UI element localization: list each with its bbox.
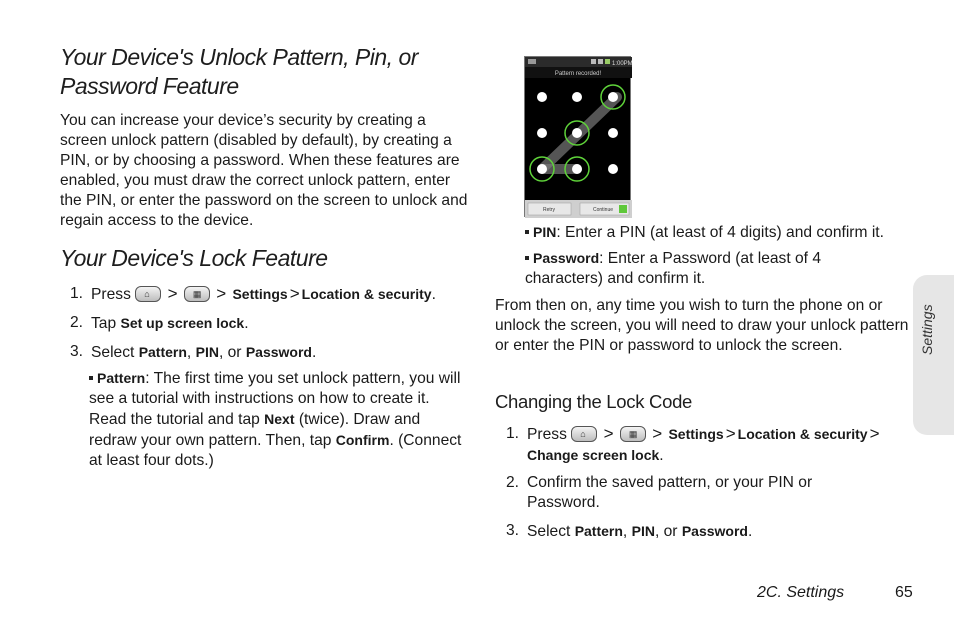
location-security-label: Location & security [737, 426, 868, 442]
home-key-icon: ⌂ [571, 426, 597, 442]
retry-label: Retry [543, 207, 555, 213]
change-screen-lock-label: Change screen lock [527, 447, 660, 463]
step-2-number: 2. [70, 314, 84, 331]
changing-lock-code-heading: Changing the Lock Code [495, 391, 693, 412]
pin-option: PIN [631, 523, 655, 539]
footer-section: 2C. Settings [757, 584, 845, 601]
location-security-label: Location & security [301, 286, 432, 302]
bullet-square [525, 230, 529, 234]
pattern-bullet: Pattern: The first time you set unlock pattern, you will see a tutorial with instructions on how to create it. Read the tutorial and tap Next (twice). Draw and redraw your own pattern. Then, tap Confirm. (Connect at least four dots.) [89, 370, 462, 469]
continue-label: Continue [592, 207, 614, 213]
pin-bullet: PIN: Enter a PIN (at least of 4 digits) and confirm it. [525, 222, 915, 243]
page-heading-lock: Your Device's Lock Feature [60, 245, 328, 271]
r-step-1-text: Press ⌂ > ▦ > Settings > Location & security > Change screen lock. [527, 424, 880, 464]
pattern-title: Pattern recorded! [554, 71, 602, 77]
password-option: Password [681, 523, 748, 539]
arrow-separator: > [869, 424, 880, 443]
bullet-square [525, 256, 529, 260]
arrow-separator: > [725, 424, 736, 443]
from-then-paragraph: From then on, any time you wish to turn the phone on or unlock the screen, you will need to draw your unlock pattern or enter the PIN or password to unlock the screen. [495, 297, 909, 354]
continue-arrow-icon [619, 205, 627, 213]
footer-page-number: 65 [895, 584, 913, 601]
pattern-screen-svg [525, 57, 632, 218]
page-heading-unlock: Your Device's Unlock Pattern, Pin, or Password Feature [60, 44, 418, 99]
bullet-square [89, 376, 93, 380]
section-side-tab [913, 275, 954, 435]
pin-option: PIN [195, 344, 219, 360]
arrow-separator: > [216, 284, 227, 303]
arrow-separator: > [603, 424, 614, 443]
password-option: Password [245, 344, 312, 360]
home-key-icon: ⌂ [135, 286, 161, 302]
settings-label: Settings [232, 286, 288, 302]
press-label: Press [91, 286, 131, 303]
step-2-text: Tap Set up screen lock. [91, 315, 249, 332]
intro-paragraph: You can increase your device’s security by creating a screen unlock pattern (disabled by default), by creating a PIN, or by choosing a password. When these features are enabled, you must draw the correct unlock pattern, enter the PIN, or enter the password on the screen to unlock and regain access to the device. [60, 112, 468, 229]
step-1-number: 1. [70, 285, 84, 302]
status-time: 1:00PM [612, 61, 632, 67]
set-up-screen-lock-label: Set up screen lock [120, 315, 245, 331]
step-3-text: Select Pattern, PIN, or Password. [91, 344, 317, 361]
r-step-3-text: Select Pattern, PIN, or Password. [527, 523, 753, 540]
r-step-1-number: 1. [506, 425, 520, 442]
r-step-3-number: 3. [506, 522, 520, 539]
menu-key-icon: ▦ [184, 286, 210, 302]
r-step-2-text: Confirm the saved pattern, or your PIN or Password. [527, 474, 813, 511]
password-bullet: Password: Enter a Password (at least of 4 characters) and confirm it. [525, 250, 822, 287]
r-step-2-number: 2. [506, 474, 520, 491]
menu-key-icon: ▦ [620, 426, 646, 442]
pattern-option: Pattern [574, 523, 623, 539]
pattern-option: Pattern [138, 344, 187, 360]
arrow-separator: > [167, 284, 178, 303]
step-1-text: Press ⌂ > ▦ > Settings > Location & security. [91, 284, 436, 303]
arrow-separator: > [652, 424, 663, 443]
pattern-screenshot [524, 56, 631, 217]
step-3-number: 3. [70, 343, 84, 360]
settings-label: Settings [668, 426, 724, 442]
side-tab-label: Settings [919, 304, 935, 355]
arrow-separator: > [289, 284, 300, 303]
